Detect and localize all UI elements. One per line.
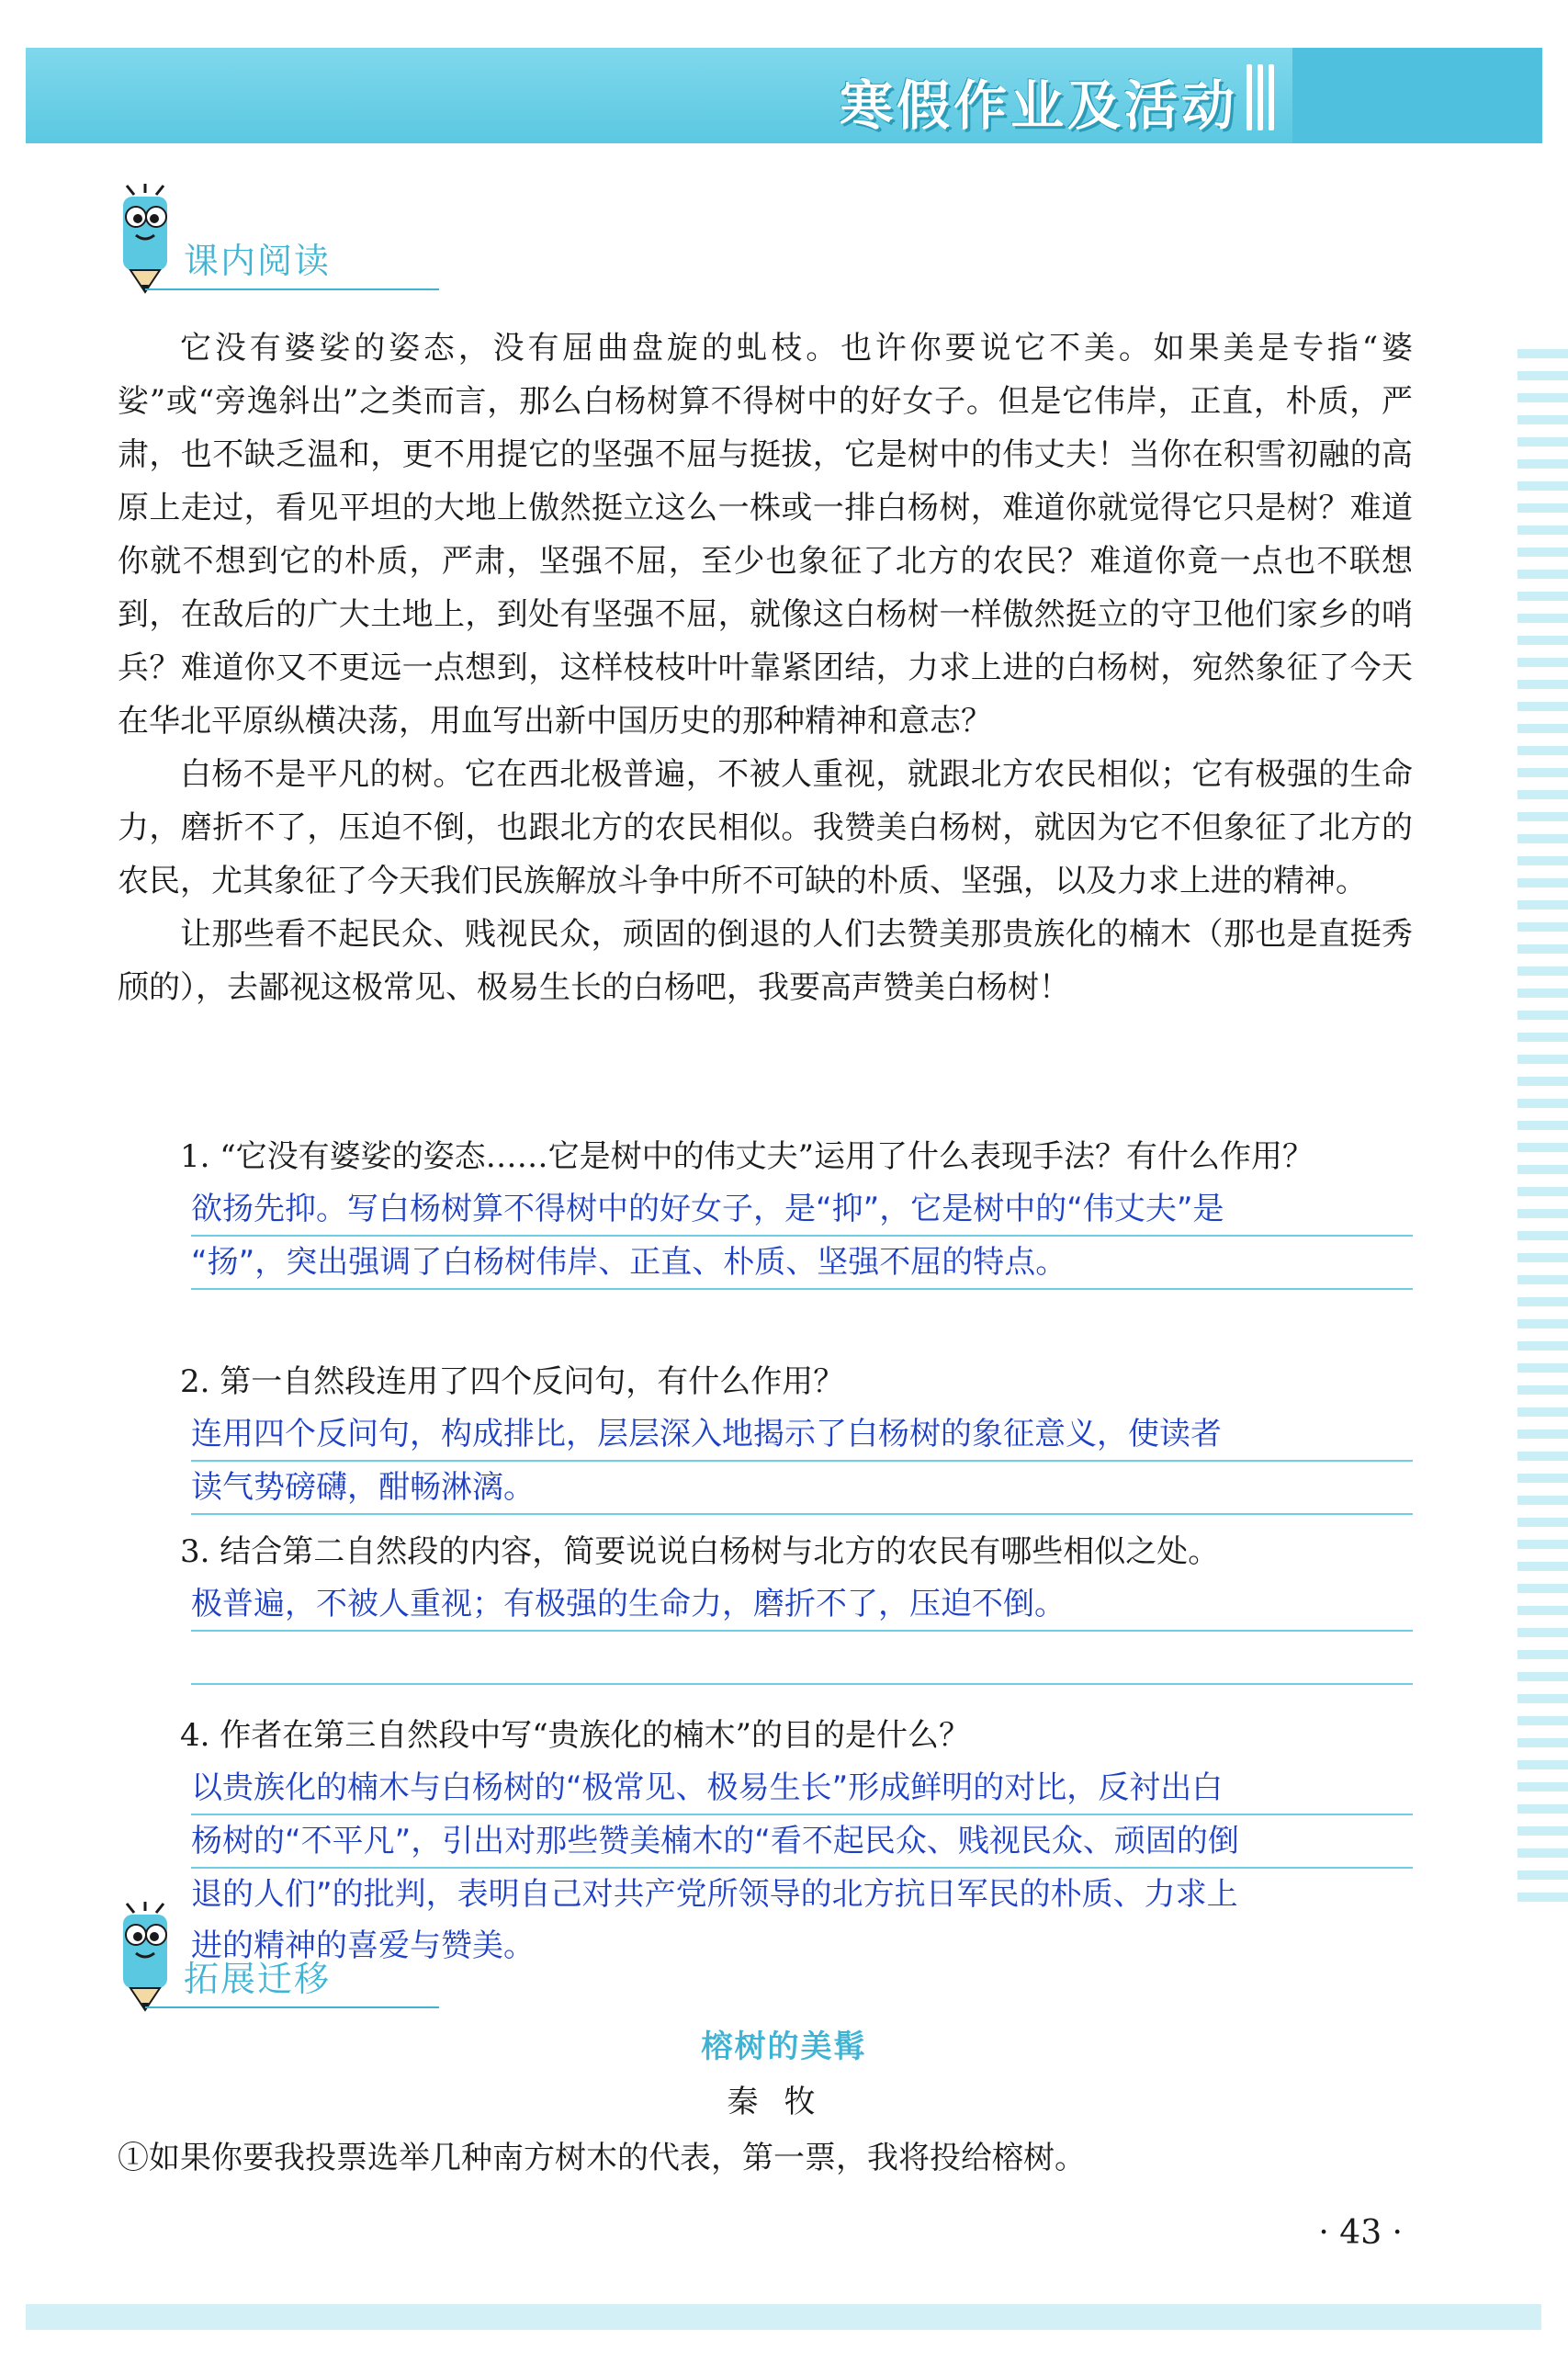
answer-line: 退的人们”的批判，表明自己对共产党所领导的北方抗日军民的朴质、力求上 (191, 1876, 1238, 1913)
question-2 (118, 1355, 1413, 1515)
reading-passage (118, 322, 1413, 1014)
section-label-reading: 课内阅读 (184, 241, 332, 281)
question-text: 4. 作者在第三自然段中写“贵族化的楠木”的目的是什么？ (180, 1717, 971, 1754)
header-title: 寒假作业及活动 (839, 74, 1238, 137)
section-label-extension: 拓展迁移 (184, 1959, 332, 1999)
pencil-mascot-icon (108, 1902, 182, 2012)
answer-line: 以贵族化的楠木与白杨树的“极常见、极易生长”形成鲜明的对比，反衬出白 (191, 1762, 1413, 1815)
answer-line: 读气势磅礴，酣畅淋漓。 (191, 1462, 1413, 1515)
article-title: 榕树的美髯 (701, 2029, 867, 2065)
footer-bar (26, 2304, 1541, 2330)
answer-line: 极普遍，不被人重视；有极强的生命力，磨折不了，压迫不倒。 (191, 1578, 1413, 1632)
passage-paragraph-3: 让那些看不起民众、贱视民众，顽固的倒退的人们去赞美那贵族化的楠木（那也是直挺秀颀的），去鄙视这极常见、极易生长的白杨吧，我要高声赞美白杨树！ (118, 916, 1413, 1006)
answer-line: 连用四个反问句，构成排比，层层深入地揭示了白杨树的象征意义，使读者 (191, 1408, 1413, 1462)
page-number: · 43 · (1318, 2214, 1403, 2252)
answer-line (191, 1632, 1413, 1685)
passage-paragraph-2: 白杨不是平凡的树。它在西北极普遍，不被人重视，就跟北方农民相似；它有极强的生命力，磨折不了，压迫不倒，也跟北方的农民相似。我赞美白杨树，就因为它不但象征了北方的农民，尤其象征了今天我们民族解放斗争中所不可缺的朴质、坚强，以及力求上进的精神。 (118, 756, 1413, 899)
question-text: 2. 第一自然段连用了四个反问句，有什么作用？ (180, 1363, 845, 1400)
answer-line: 进的精神的喜爱与赞美。 (191, 1927, 535, 1964)
answer-line: 杨树的“不平凡”，引出对那些赞美楠木的“看不起民众、贱视民众、顽固的倒 (191, 1815, 1413, 1869)
divider (145, 288, 439, 290)
divider (145, 2006, 439, 2008)
question-3 (118, 1525, 1413, 1685)
header-decoration (1247, 64, 1280, 134)
edge-decoration (1517, 349, 1568, 1915)
answer-area (191, 1408, 1413, 1515)
question-text: 1. “它没有婆娑的姿态……它是树中的伟丈夫”运用了什么表现手法？有什么作用？ (180, 1138, 1314, 1175)
answer-area (191, 1183, 1413, 1290)
header-block (1292, 48, 1542, 143)
section-heading-reading (108, 184, 384, 294)
article-author: 秦牧 (727, 2084, 841, 2120)
answer-line: 欲扬先抑。写白杨树算不得树中的好女子，是“抑”，它是树中的“伟丈夫”是 (191, 1183, 1413, 1237)
article-paragraph-1: ①如果你要我投票选举几种南方树木的代表，第一票，我将投给榕树。 (118, 2140, 1086, 2176)
answer-line: “扬”，突出强调了白杨树伟岸、正直、朴质、坚强不屈的特点。 (191, 1237, 1413, 1290)
question-1 (118, 1130, 1413, 1290)
passage-paragraph-1: 它没有婆娑的姿态，没有屈曲盘旋的虬枝。也许你要说它不美。如果美是专指“婆娑”或“旁逸斜出”之类而言，那么白杨树算不得树中的好女子。但是它伟岸，正直，朴质，严肃，也不缺乏温和，更不用提它的坚强不屈与挺拔，它是树中的伟丈夫！当你在积雪初融的高原上走过，看见平坦的大地上傲然挺立这么一株或一排白杨树，难道你就觉得它只是树？难道你就不想到它的朴质，严肃，坚强不屈，至少也象征了北方的农民？难道你竟一点也不联想到，在敌后的广大土地上，到处有坚强不屈，就像这白杨树一样傲然挺立的守卫他们家乡的哨兵？难道你又不更远一点想到，这样枝枝叶叶靠紧团结，力求上进的白杨树，宛然象征了今天在华北平原纵横决荡，用血写出新中国历史的那种精神和意志？ (118, 330, 1413, 740)
section-heading-extension (108, 1902, 384, 2012)
pencil-mascot-icon (108, 184, 182, 294)
answer-area (191, 1578, 1413, 1685)
question-text: 3. 结合第二自然段的内容，简要说说白杨树与北方的农民有哪些相似之处。 (180, 1533, 1220, 1570)
